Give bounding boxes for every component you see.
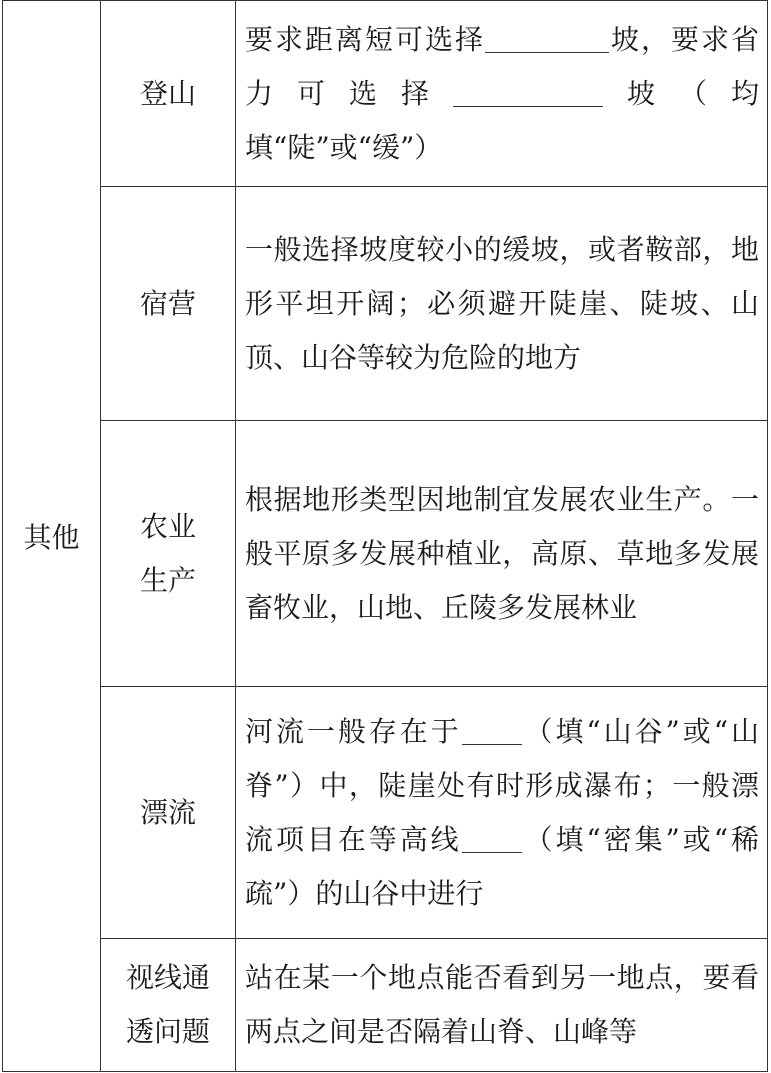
content-text: 要求距离短可选择	[245, 22, 485, 56]
content-cell-mountaineering	[236, 1, 768, 187]
table-row	[3, 1, 768, 187]
terrain-applications-table	[2, 0, 768, 1072]
table-row	[3, 939, 768, 1072]
content-cell-line-of-sight: 站在某一个地点能否看到另一地点，要看两点之间是否隔着山脊、山峰等	[236, 939, 768, 1072]
table-row	[3, 687, 768, 939]
answer-blank[interactable]	[453, 78, 603, 107]
answer-blank[interactable]	[485, 24, 609, 53]
content-cell-rafting	[236, 687, 768, 939]
content-cell-camping: 一般选择坡度较小的缓坡，或者鞍部，地形平坦开阔；必须避开陡崖、陡坡、山顶、山谷等较为危险的地方	[236, 187, 768, 421]
item-label-line: 视线通	[125, 961, 210, 994]
content-text: 坡，要求省力可选择	[245, 22, 759, 110]
content-text: （填“密集”或“稀疏”）的山谷中进行	[245, 822, 759, 910]
item-cell-camping: 宿营	[101, 187, 236, 421]
content-cell-agriculture: 根据地形类型因地制宜发展农业生产。一般平原多发展种植业，高原、草地多发展畜牧业，山地、丘陵多发展林业	[236, 421, 768, 687]
item-cell-mountaineering: 登山	[101, 1, 236, 187]
content-text: 坡（均填“陡”或“缓”）	[245, 76, 759, 164]
item-cell-rafting: 漂流	[101, 687, 236, 939]
item-label-line: 透问题	[125, 1015, 210, 1048]
item-label-line: 生产	[139, 563, 196, 597]
answer-blank[interactable]	[462, 824, 522, 853]
item-cell-agriculture	[101, 421, 236, 687]
table-row	[3, 421, 768, 687]
answer-blank[interactable]	[462, 716, 522, 745]
item-cell-line-of-sight	[101, 939, 236, 1072]
item-label-line: 农业	[139, 509, 196, 543]
table-row	[3, 187, 768, 421]
category-cell: 其他	[3, 1, 101, 1072]
content-text: （填“山谷”或“山脊”）中，陡崖处有时形成瀑布；一般漂流项目在等高线	[245, 714, 759, 856]
content-text: 河流一般存在于	[245, 714, 462, 748]
